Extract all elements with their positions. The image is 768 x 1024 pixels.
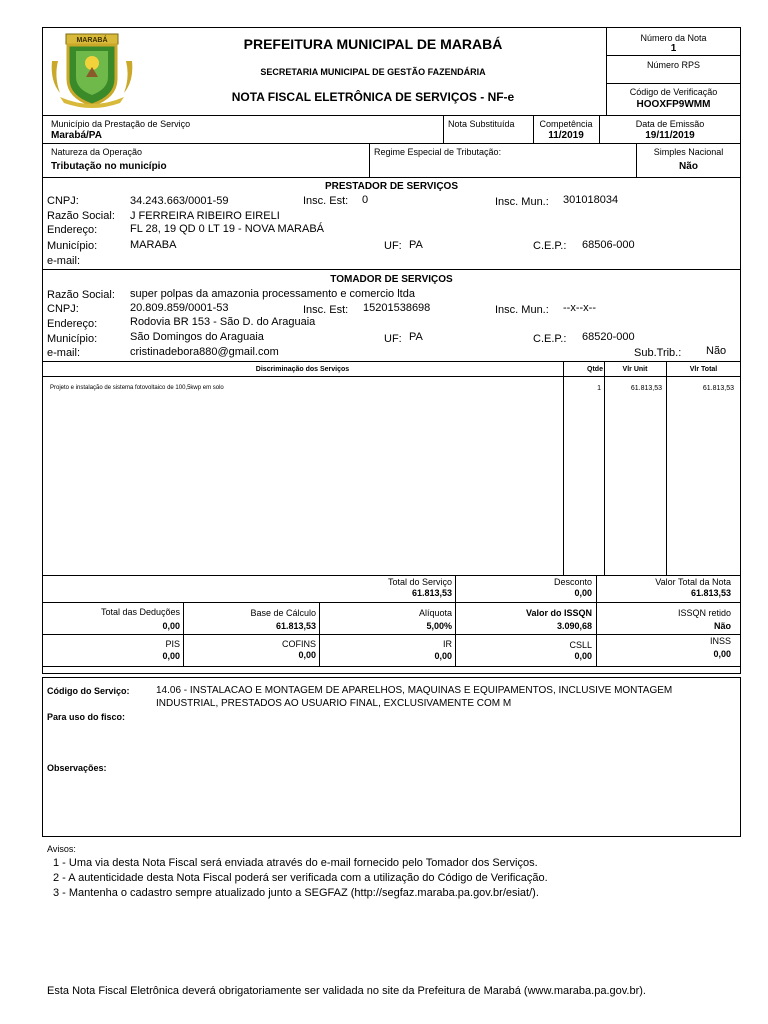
nota-fiscal-title: NOTA FISCAL ELETRÔNICA DE SERVIÇOS - NF-e [231, 90, 515, 104]
municipio-prestacao-value: Marabá/PA [51, 130, 102, 141]
tomador-cnpj-label: CNPJ: [47, 303, 79, 315]
col-vlr-total-header: Vlr Total [689, 366, 718, 373]
numero-nota-value: 1 [670, 43, 677, 54]
csll-value: 0,00 [574, 651, 592, 661]
aliquota-value: 5,00% [426, 621, 452, 631]
item-vlr-total: 61.813,53 [702, 385, 734, 392]
prestador-email-label: e-mail: [47, 255, 81, 267]
csll-label: CSLL [569, 640, 592, 650]
municipio-prestacao-label: Município da Prestação de Serviço [51, 119, 191, 129]
base-calculo-value: 61.813,53 [275, 621, 316, 631]
tomador-email: cristinadebora880@gmail.com [130, 346, 279, 358]
ir-value: 0,00 [434, 651, 452, 661]
issqn-retido-value: Não [713, 621, 731, 631]
aviso-item: 3 - Mantenha o cadastro sempre atualizado junto a SEGFAZ (http://segfaz.maraba.pa.gov.br/esiat/). [53, 887, 539, 899]
tomador-municipio: São Domingos do Araguaia [130, 331, 264, 343]
prestador-municipio: MARABA [130, 239, 177, 251]
codigo-verificacao-label: Código de Verificação [629, 87, 718, 97]
data-emissao-value: 19/11/2019 [645, 130, 695, 141]
tomador-uf: PA [409, 331, 423, 343]
tomador-cep-label: C.E.P.: [533, 333, 567, 345]
total-servico-value: 61.813,53 [411, 588, 452, 598]
tomador-insc-mun-label: Insc. Mun.: [495, 304, 549, 316]
prestador-endereco: FL 28, 19 QD 0 LT 19 - NOVA MARABÁ [130, 223, 325, 235]
codigo-verificacao-value: HOOXFP9WMM [636, 99, 711, 110]
col-discriminacao-header: Discriminação dos Serviços [255, 366, 350, 373]
issqn-retido-label: ISSQN retido [677, 608, 731, 618]
valor-issqn-label: Valor do ISSQN [525, 608, 592, 618]
inss-label: INSS [709, 636, 731, 646]
item-descricao: Projeto e instalação de sistema fotovoltaico de 100,5kwp em solo [50, 385, 224, 391]
tomador-email-label: e-mail: [47, 347, 81, 359]
simples-nacional-label: Simples Nacional [653, 147, 724, 157]
total-servico-label: Total do Serviço [387, 577, 452, 587]
prestador-uf: PA [409, 239, 423, 251]
tomador-uf-label: UF: [384, 333, 402, 345]
competencia-label: Competência [539, 119, 593, 129]
aliquota-label: Alíquota [418, 608, 452, 618]
simples-nacional-value: Não [679, 161, 698, 172]
codigo-servico-line2: INDUSTRIAL, PRESTADOS AO USUARIO FINAL, EXCLUSIVAMENTE COM M [156, 698, 512, 709]
deducoes-label: Total das Deduções [100, 607, 180, 617]
col-vlr-unit-header: Vlr Unit [622, 366, 648, 373]
prestador-insc-est: 0 [362, 194, 369, 206]
prestador-uf-label: UF: [384, 240, 402, 252]
cofins-value: 0,00 [298, 650, 316, 660]
competencia-value: 11/2019 [548, 130, 584, 141]
tomador-endereco-label: Endereço: [47, 318, 98, 330]
pis-value: 0,00 [162, 651, 180, 661]
desconto-value: 0,00 [574, 588, 592, 598]
footer-note: Esta Nota Fiscal Eletrônica deverá obrigatoriamente ser validada no site da Prefeitura de Marabá (www.maraba.pa.gov.br). [47, 985, 646, 997]
item-qtde: 1 [597, 385, 601, 392]
secretaria-title: SECRETARIA MUNICIPAL DE GESTÃO FAZENDÁRIA [260, 67, 486, 77]
tomador-subtrib-label: Sub.Trib.: [634, 347, 682, 359]
prestador-insc-mun: 301018034 [563, 194, 619, 206]
prestador-cep: 68506-000 [582, 239, 635, 251]
prestador-insc-mun-label: Insc. Mun.: [495, 196, 549, 208]
ir-label: IR [443, 639, 452, 649]
table-row [42, 384, 741, 394]
tomador-insc-est: 15201538698 [363, 302, 431, 314]
natureza-operacao-value: Tributação no município [51, 161, 167, 172]
nota-substituida-label: Nota Substituída [448, 119, 515, 129]
valor-total-nota-value: 61.813,53 [690, 588, 731, 598]
tomador-cnpj: 20.809.859/0001-53 [130, 302, 229, 314]
codigo-servico-line1: 14.06 - INSTALACAO E MONTAGEM DE APARELHOS, MAQUINAS E EQUIPAMENTOS, INCLUSIVE MONTAGEM [156, 685, 673, 696]
deducoes-value: 0,00 [162, 621, 180, 631]
codigo-servico-label: Código do Serviço: [47, 686, 130, 696]
item-vlr-unit: 61.813,53 [630, 385, 662, 392]
avisos-title: Avisos: [47, 844, 76, 854]
tomador-endereco: Rodovia BR 153 - São D. do Araguaia [130, 316, 316, 328]
inss-value: 0,00 [713, 649, 731, 659]
tomador-insc-est-label: Insc. Est: [303, 304, 349, 316]
prestador-razao-label: Razão Social: [47, 210, 115, 222]
regime-especial-label: Regime Especial de Tributação: [374, 147, 502, 157]
valor-total-nota-label: Valor Total da Nota [655, 577, 731, 587]
prestador-insc-est-label: Insc. Est: [303, 195, 349, 207]
prefeitura-title: PREFEITURA MUNICIPAL DE MARABÁ [243, 36, 503, 52]
col-qtde-header: Qtde [587, 366, 603, 373]
uso-fisco-label: Para uso do fisco: [47, 712, 126, 722]
aviso-item: 1 - Uma via desta Nota Fiscal será enviada através do e-mail fornecido pelo Tomador dos Serviços. [53, 857, 538, 869]
base-calculo-label: Base de Cálculo [250, 608, 316, 618]
prestador-title: PRESTADOR DE SERVIÇOS [325, 181, 458, 192]
prestador-cnpj: 34.243.663/0001-59 [130, 195, 229, 207]
brasao-text: MARABÁ [76, 37, 108, 44]
data-emissao-label: Data de Emissão [635, 119, 705, 129]
tomador-cep: 68520-000 [582, 331, 635, 343]
tomador-municipio-label: Município: [47, 333, 98, 345]
desconto-label: Desconto [553, 577, 592, 587]
prestador-cnpj-label: CNPJ: [47, 195, 79, 207]
prestador-municipio-label: Município: [47, 240, 98, 252]
tomador-subtrib: Não [706, 345, 727, 357]
natureza-operacao-label: Natureza da Operação [51, 147, 143, 157]
tomador-razao-label: Razão Social: [47, 289, 115, 301]
tomador-insc-mun: --x--x-- [563, 302, 596, 314]
brasao-logo [46, 31, 138, 111]
pis-label: PIS [165, 639, 180, 649]
numero-nota-label: Número da Nota [640, 33, 707, 43]
aviso-item: 2 - A autenticidade desta Nota Fiscal poderá ser verificada com a utilização do Código de Verificação. [53, 872, 548, 884]
observacoes-label: Observações: [47, 763, 107, 773]
tomador-razao: super polpas da amazonia processamento e comercio ltda [130, 288, 415, 300]
prestador-endereco-label: Endereço: [47, 224, 98, 236]
prestador-cep-label: C.E.P.: [533, 240, 567, 252]
tomador-title: TOMADOR DE SERVIÇOS [330, 274, 453, 285]
valor-issqn-value: 3.090,68 [556, 621, 592, 631]
prestador-razao: J FERREIRA RIBEIRO EIRELI [130, 210, 280, 222]
cofins-label: COFINS [281, 639, 316, 649]
numero-rps-label: Número RPS [646, 60, 700, 70]
